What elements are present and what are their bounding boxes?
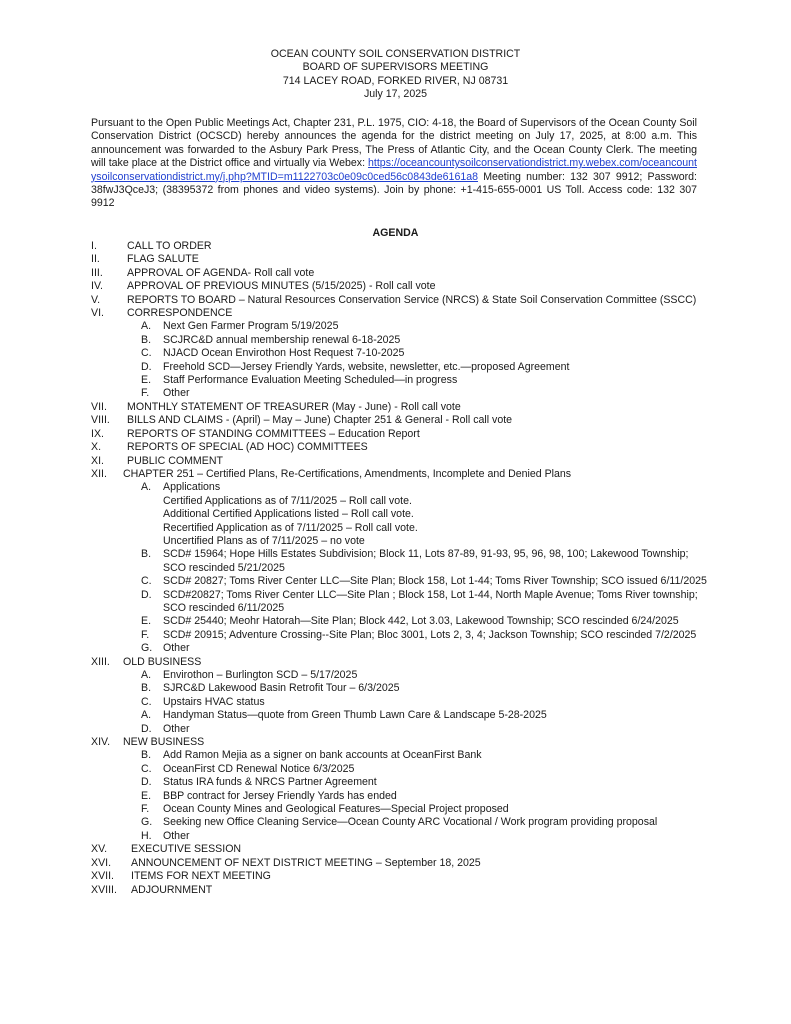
agenda-item-text: ADJOURNMENT (131, 883, 213, 896)
agenda-item-number: IX. (91, 427, 104, 440)
document-header (0, 48, 791, 102)
agenda-subitem-text: Other (163, 387, 190, 400)
agenda-item-text: CALL TO ORDER (127, 240, 212, 252)
agenda-subitem-text: SCJRC&D annual membership renewal 6-18-2025 (163, 333, 401, 346)
agenda-item-number: II. (91, 253, 100, 266)
agenda-item-text: CORRESPONDENCE (127, 307, 233, 320)
agenda-item (91, 240, 711, 253)
agenda-item-text: FLAG SALUTE (127, 253, 199, 266)
agenda-subitem-letter: D. (141, 588, 152, 601)
agenda-item-number: X. (91, 441, 102, 454)
agenda-subitem-text: Status IRA funds & NRCS Partner Agreement (163, 776, 377, 789)
agenda-item-text: APPROVAL OF AGENDA- Roll call vote (127, 266, 315, 279)
agenda-item (91, 401, 711, 414)
agenda-subitem-text: Recertified Application as of 7/11/2025 – Roll call vote. (163, 521, 418, 534)
agenda-item-number: V. (91, 293, 101, 306)
intro-text: Pursuant to the Open Public Meetings Act, Chapter 231, P.L. 1975, CIO: 4-18, the Board of Supervisors of the Ocean County Soil Conservation District (OCSCD) hereby announces the agenda for the district meeting on July 17, 2025, at 8:00 a.m. This announcement was forwarded to the Asbury Park Press, The Press of Atlantic City, and the Ocean County Clerk. The meeting will take place at the District office and virtually via Webex: (91, 117, 697, 170)
agenda-item-number: III. (91, 266, 103, 279)
agenda-item-text: MONTHLY STATEMENT OF TREASURER (May - June) - Roll call vote (127, 400, 461, 413)
agenda-item-text: OLD BUSINESS (123, 655, 202, 668)
agenda-subitem (91, 830, 711, 843)
agenda-heading: AGENDA (372, 227, 419, 239)
agenda-subitem-text: OceanFirst CD Renewal Notice 6/3/2025 (163, 762, 355, 775)
agenda-item (91, 656, 711, 669)
agenda-subitem (91, 790, 711, 803)
agenda-subitem-text: Other (163, 722, 190, 735)
agenda-subitem-text: Certified Applications as of 7/11/2025 – Roll call vote. (163, 494, 412, 507)
intro-meeting-details: Meeting number: 132 307 9912; Password: 38fwJ3QceJ3; (38395372 from phones and video systems). Join by phone: +1-415-655-0001 US Toll. Access code: 132 307 9912 (91, 170, 697, 210)
agenda-item (91, 280, 711, 293)
agenda-subitem (91, 709, 711, 722)
agenda-item (91, 870, 711, 883)
agenda-item (91, 884, 711, 897)
agenda-item-text: NEW BUSINESS (123, 736, 205, 749)
agenda-subitem-letter: C. (141, 347, 152, 360)
agenda-subitem-text: NJACD Ocean Envirothon Host Request 7-10-2025 (163, 347, 405, 360)
agenda-subitem-letter: B. (141, 749, 152, 762)
agenda-subitem-text: Additional Certified Applications listed – Roll call vote. (163, 508, 414, 521)
agenda-subitem (91, 816, 711, 829)
agenda-subitem (91, 320, 711, 333)
agenda-item-number: XI. (91, 454, 104, 467)
agenda-subitem (91, 481, 711, 494)
agenda-subitem-text: Ocean County Mines and Geological Features—Special Project proposed (163, 803, 509, 816)
agenda-subitem-letter: F. (141, 387, 150, 400)
agenda-subitem (91, 334, 711, 347)
agenda-item-text: REPORTS OF STANDING COMMITTEES – Education Report (127, 427, 420, 440)
agenda-subitem-text: Other (163, 829, 190, 842)
agenda-subitem-letter: B. (141, 333, 152, 346)
agenda-subitem-text: Staff Performance Evaluation Meeting Scheduled—in progress (163, 374, 458, 387)
agenda-subitem-text: SCD# 15964; Hope Hills Estates Subdivision; Block 11, Lots 87-89, 91-93, 95, 96, 98, 100; Lakewood Township; SCO rescinded 5/21/2025 (163, 548, 689, 574)
agenda-item-text: PUBLIC COMMENT (127, 454, 223, 467)
agenda-item-number: XVIII. (91, 883, 117, 896)
agenda-subitem-text: BBP contract for Jersey Friendly Yards has ended (163, 789, 397, 802)
agenda-subitem (91, 589, 711, 616)
agenda-subitem-text: SCD#20827; Toms River Center LLC—Site Plan ; Block 158, Lot 1-44, North Maple Avenue; Toms River township; SCO rescinded 6/11/2025 (163, 588, 698, 614)
agenda-subitem (91, 642, 711, 655)
agenda-subitem-letter: A. (141, 320, 152, 333)
meeting-date: July 17, 2025 (363, 88, 428, 101)
agenda-subitem-text: Handyman Status—quote from Green Thumb Lawn Care & Landscape 5-28-2025 (163, 709, 547, 722)
agenda-subitem-letter: G. (141, 642, 153, 655)
agenda-subitem (91, 374, 711, 387)
agenda-subitem-letter: B. (141, 682, 152, 695)
intro-paragraph (91, 117, 697, 211)
agenda-subitem-text: Add Ramon Mejia as a signer on bank accounts at OceanFirst Bank (163, 749, 482, 762)
agenda-item-text: REPORTS OF SPECIAL (AD HOC) COMMITTEES (127, 441, 368, 454)
agenda-subitem-letter: B. (141, 548, 152, 561)
agenda-item-text: ANNOUNCEMENT OF NEXT DISTRICT MEETING – September 18, 2025 (131, 856, 481, 869)
agenda-subitem-text: Seeking new Office Cleaning Service—Ocean County ARC Vocational / Work program providing proposal (163, 816, 658, 829)
agenda-item-text: CHAPTER 251 – Certified Plans, Re-Certifications, Amendments, Incomplete and Denied Plans (123, 467, 572, 480)
agenda-item-number: VII. (91, 400, 107, 413)
agenda-subitem (91, 508, 711, 521)
agenda-subitem-letter: A. (141, 709, 152, 722)
agenda-item-number: IV. (91, 280, 103, 293)
agenda-item (91, 455, 711, 468)
district-name: OCEAN COUNTY SOIL CONSERVATION DISTRICT (270, 48, 521, 60)
agenda-subitem-letter: F. (141, 803, 150, 816)
agenda-item (91, 307, 711, 320)
agenda-item (91, 857, 711, 870)
agenda-subitem (91, 669, 711, 682)
agenda-subitem (91, 575, 711, 588)
agenda-subitem-letter: D. (141, 360, 152, 373)
agenda-item-number: XV. (91, 843, 108, 856)
agenda-subitem (91, 629, 711, 642)
agenda-item-number: XIII. (91, 655, 110, 668)
agenda-subitem (91, 763, 711, 776)
agenda-item (91, 294, 711, 307)
agenda-list (91, 240, 711, 897)
agenda-subitem-text: Uncertified Plans as of 7/11/2025 – no vote (163, 534, 365, 547)
agenda-item-text: EXECUTIVE SESSION (131, 843, 242, 856)
agenda-item-text: REPORTS TO BOARD – Natural Resources Conservation Service (NRCS) & State Soil Conservation Committee (SSCC) (127, 293, 697, 306)
agenda-item-number: VI. (91, 307, 104, 320)
agenda-item-number: I. (91, 240, 97, 252)
district-address: 714 LACEY ROAD, FORKED RIVER, NJ 08731 (282, 74, 509, 87)
agenda-subitem-letter: A. (141, 669, 152, 681)
agenda-item-text: ITEMS FOR NEXT MEETING (131, 870, 271, 883)
agenda-item-number: XIV. (91, 736, 111, 749)
agenda-subitem (91, 776, 711, 789)
agenda-subitem-letter: E. (141, 374, 152, 387)
agenda-item (91, 414, 711, 427)
agenda-subitem (91, 803, 711, 816)
agenda-item-number: VIII. (91, 414, 110, 427)
agenda-subitem-text: SCD# 20827; Toms River Center LLC—Site Plan; Block 158, Lot 1-44; Toms River Township; SCO issued 6/11/2025 (163, 575, 707, 588)
agenda-subitem (91, 682, 711, 695)
agenda-item (91, 267, 711, 280)
agenda-subitem (91, 723, 711, 736)
agenda-item (91, 468, 711, 481)
agenda-item-text: APPROVAL OF PREVIOUS MINUTES (5/15/2025) - Roll call vote (127, 280, 436, 293)
agenda-subitem-text: SCD# 20915; Adventure Crossing--Site Plan; Bloc 3001, Lots 2, 3, 4; Jackson Township; SCO rescinded 7/2/2025 (163, 628, 697, 641)
agenda-subitem (91, 615, 711, 628)
agenda-subitem-letter: D. (141, 722, 152, 735)
agenda-subitem-letter: C. (141, 762, 152, 775)
agenda-subitem (91, 387, 711, 400)
agenda-subitem-letter: H. (141, 829, 152, 842)
agenda-item (91, 736, 711, 749)
agenda-subitem-text: SJRC&D Lakewood Basin Retrofit Tour – 6/3/2025 (163, 682, 400, 695)
agenda-subitem-letter: F. (141, 628, 150, 641)
agenda-subitem-letter: A. (141, 481, 152, 494)
agenda-subitem (91, 535, 711, 548)
agenda-subitem-text: Applications (163, 481, 221, 494)
agenda-item (91, 253, 711, 266)
agenda-subitem (91, 361, 711, 374)
agenda-subitem-text: Other (163, 642, 190, 655)
agenda-subitem-letter: G. (141, 816, 153, 829)
agenda-subitem-text: Next Gen Farmer Program 5/19/2025 (163, 320, 339, 333)
agenda-subitem (91, 347, 711, 360)
agenda-item (91, 441, 711, 454)
agenda-subitem-text: SCD# 25440; Meohr Hatorah—Site Plan; Block 442, Lot 3.03, Lakewood Township; SCO rescinded 6/24/2025 (163, 615, 679, 628)
agenda-subitem (91, 548, 711, 575)
agenda-subitem-letter: C. (141, 695, 152, 708)
agenda-subitem-letter: E. (141, 615, 152, 628)
agenda-subitem-text: Upstairs HVAC status (163, 695, 265, 708)
agenda-subitem (91, 749, 711, 762)
agenda-item-text: BILLS AND CLAIMS - (April) – May – June) Chapter 251 & General - Roll call vote (127, 414, 513, 427)
agenda-item-number: XII. (91, 467, 107, 480)
meeting-title: BOARD OF SUPERVISORS MEETING (302, 61, 489, 74)
webex-link[interactable]: https://oceancountysoilconservationdistrict.my.webex.com/oceancountysoilconservationdistrict.my/j.php?MTID=m1122703c0e09c0ced56c0843de6161a8 (91, 157, 697, 183)
agenda-item-number: XVII. (91, 870, 114, 883)
agenda-subitem (91, 696, 711, 709)
agenda-subitem-letter: C. (141, 575, 152, 588)
agenda-subitem (91, 522, 711, 535)
agenda-subitem (91, 495, 711, 508)
agenda-item (91, 428, 711, 441)
agenda-item-number: XVI. (91, 856, 112, 869)
agenda-subitem-letter: E. (141, 789, 152, 802)
agenda-subitem-text: Envirothon – Burlington SCD – 5/17/2025 (163, 669, 358, 681)
agenda-item (91, 843, 711, 856)
agenda-subitem-text: Freehold SCD—Jersey Friendly Yards, website, newsletter, etc.—proposed Agreement (163, 360, 570, 373)
agenda-subitem-letter: D. (141, 776, 152, 789)
